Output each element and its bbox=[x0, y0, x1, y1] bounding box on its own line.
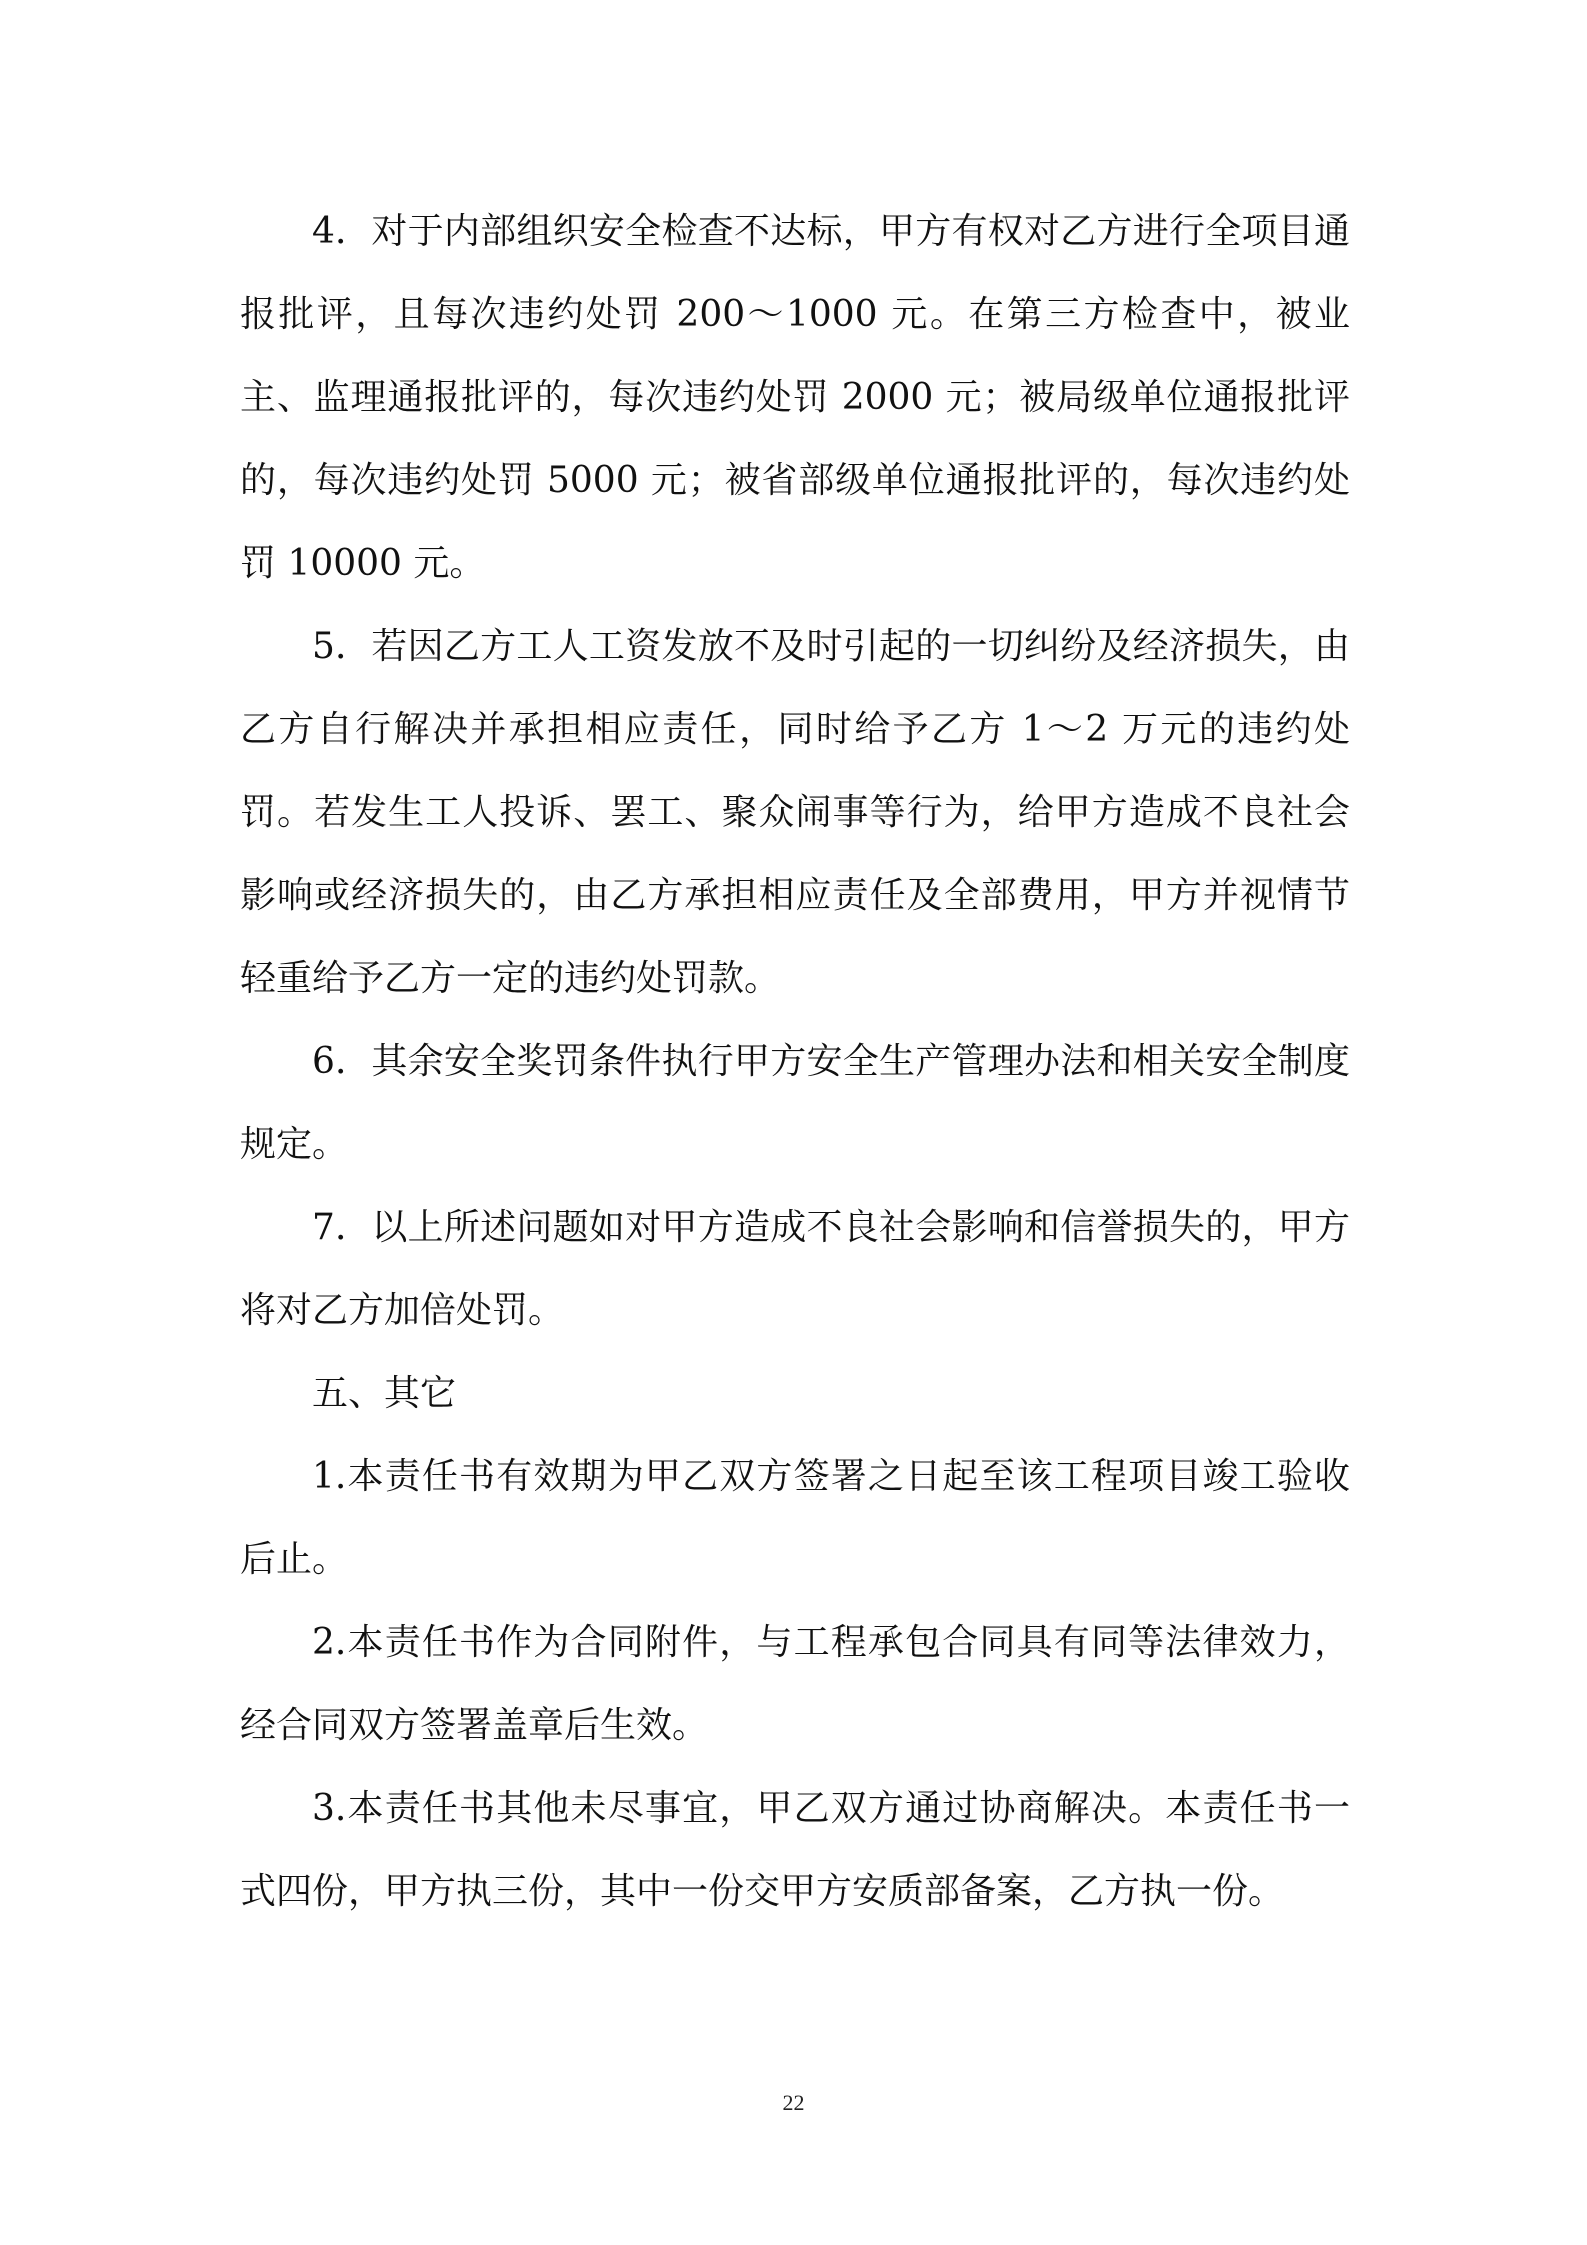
paragraph-copies: 3.本责任书其他未尽事宜，甲乙双方通过协商解决。本责任书一式四份，甲方执三份，其中一份交甲方安质部备案，乙方执一份。 bbox=[240, 1788, 1350, 1912]
paragraph-legal-effect: 2.本责任书作为合同附件，与工程承包合同具有同等法律效力，经合同双方签署盖章后生效。 bbox=[240, 1622, 1350, 1746]
paragraph-penalty-wages: 5．若因乙方工人工资发放不及时引起的一切纠纷及经济损失，由乙方自行解决并承担相应责任，同时给予乙方 1～2 万元的违约处罚。若发生工人投诉、罢工、聚众闹事等行为，给甲方造成不良社会影响或经济损失的，由乙方承担相应责任及全部费用，甲方并视情节轻重给予乙方一定的违约处罚款。 bbox=[240, 626, 1350, 999]
paragraph-other-rules: 6．其余安全奖罚条件执行甲方安全生产管理办法和相关安全制度规定。 bbox=[240, 1041, 1350, 1165]
paragraph-validity: 1.本责任书有效期为甲乙双方签署之日起至该工程项目竣工验收后止。 bbox=[240, 1456, 1350, 1580]
page-number: 22 bbox=[782, 2090, 805, 2115]
paragraph-double-penalty: 7．以上所述问题如对甲方造成不良社会影响和信誉损失的，甲方将对乙方加倍处罚。 bbox=[240, 1207, 1350, 1331]
paragraph-penalty-inspection: 4．对于内部组织安全检查不达标，甲方有权对乙方进行全项目通报批评，且每次违约处罚 200～1000 元。在第三方检查中，被业主、监理通报批评的，每次违约处罚 2000 元；被局级单位通报批评的，每次违约处罚 5000 元；被省部级单位通报批评的，每次违约处罚 10000 元。 bbox=[240, 211, 1350, 584]
document-body bbox=[240, 190, 1350, 1933]
section-heading-other: 五、其它 bbox=[312, 1373, 457, 1414]
